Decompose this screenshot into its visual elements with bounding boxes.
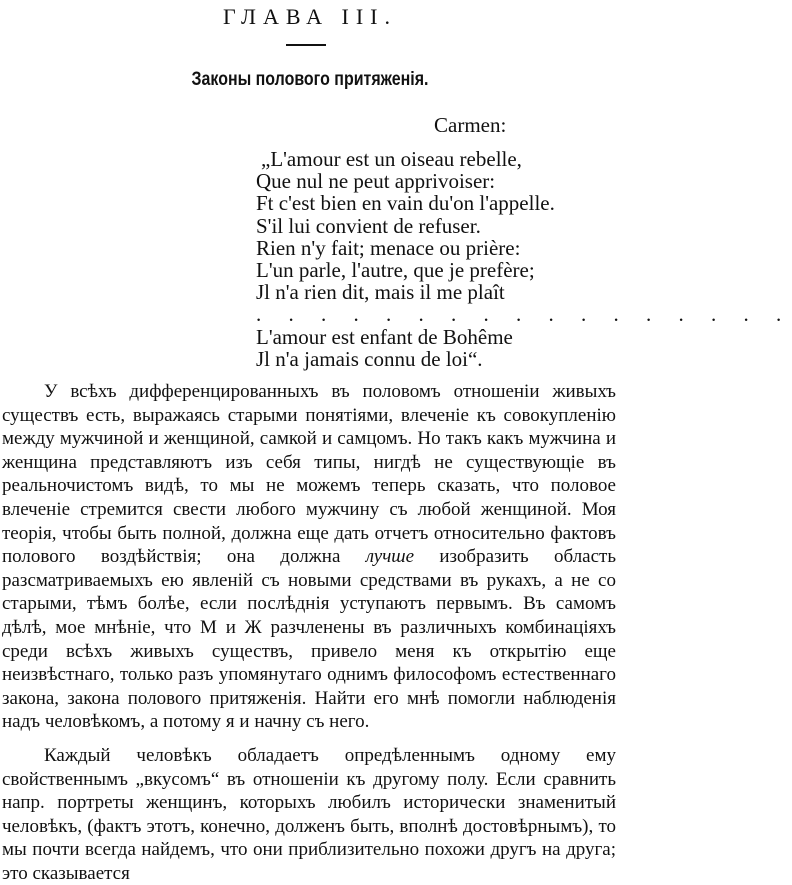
paragraph-2: Каждый человѣкъ обладаетъ опредѣленнымъ одному ему свойственнымъ „вкусомъ“ въ отношеніи къ другому полу. Если сравнить напр. портреты женщинъ, которыхъ любилъ исторически знаменитый человѣкъ, (фактъ этотъ, конечно, долженъ быть, вполнѣ достовѣрнымъ), то мы почти всегда найдемъ, что они приблизительно похожи другъ на друга; это сказывается	[2, 744, 616, 884]
poem-line: Ft c'est bien en vain du'on l'appelle.	[256, 191, 555, 216]
heading-rule	[286, 44, 326, 46]
poem-ellipsis-line: . . . . . . . . . . . . . . . . .	[256, 302, 792, 327]
paragraph-1-part-a: У всѣхъ дифференцированныхъ въ половомъ отношеніи живыхъ существъ есть, выражаясь старыми понятіями, влеченіе къ совокупленію между мужчиной и женщиной, самкой и самцомъ. Но такъ какъ мужчина и женщина представляютъ изъ себя типы, нигдѣ не существующіе въ реальночистомъ видѣ, то мы не можемъ теперь сказать, что половое влеченіе стремится свести любого мужчину съ любой женщиной. Моя теорія, чтобы быть полной, должна еще дать отчетъ относительно фактовъ полового воздѣйствія; она должна	[2, 381, 616, 568]
section-title: Законы полового притяженія.	[191, 69, 429, 90]
poem-line: S'il lui convient de refuser.	[256, 213, 481, 238]
epigraph-poem	[256, 147, 792, 371]
body-text	[2, 380, 616, 885]
chapter-heading: ГЛАВА III.	[222, 4, 398, 29]
poem-line: Rien n'y fait; menace ou prière:	[256, 235, 521, 260]
poem-line: „L'amour est un oiseau rebelle,	[261, 147, 522, 171]
emphasis-word: лучше	[365, 546, 415, 568]
paragraph-1	[2, 380, 616, 734]
poem-line: Que nul ne peut apprivoiser:	[256, 169, 496, 194]
poem-line: L'un parle, l'autre, que je prefère;	[256, 257, 535, 282]
poem-line: Jl n'a rien dit, mais il me plaît	[256, 280, 505, 305]
paragraph-1-part-b: изобразить область разсматриваемыхъ ею явленій съ новыми средствами въ рукахъ, а не со старыми, тѣмъ болѣе, если послѣднія уступаютъ первымъ. Въ самомъ дѣлѣ, мое мнѣніе, что М и Ж разчленены въ различныхъ комбинаціяхъ среди всѣхъ живыхъ существъ, привело меня къ открытію еще неизвѣстнаго, только разъ упомянутаго однимъ философомъ естественнаго закона, закона полового притяженія. Найти его мнѣ помогли наблюденія надъ человѣкомъ, а потому я и начну съ него.	[2, 546, 617, 733]
poem-line: L'amour est enfant de Bohême	[256, 324, 513, 349]
epigraph-source: Carmen:	[434, 113, 507, 137]
poem-line: Jl n'a jamais connu de loi“.	[256, 346, 483, 371]
